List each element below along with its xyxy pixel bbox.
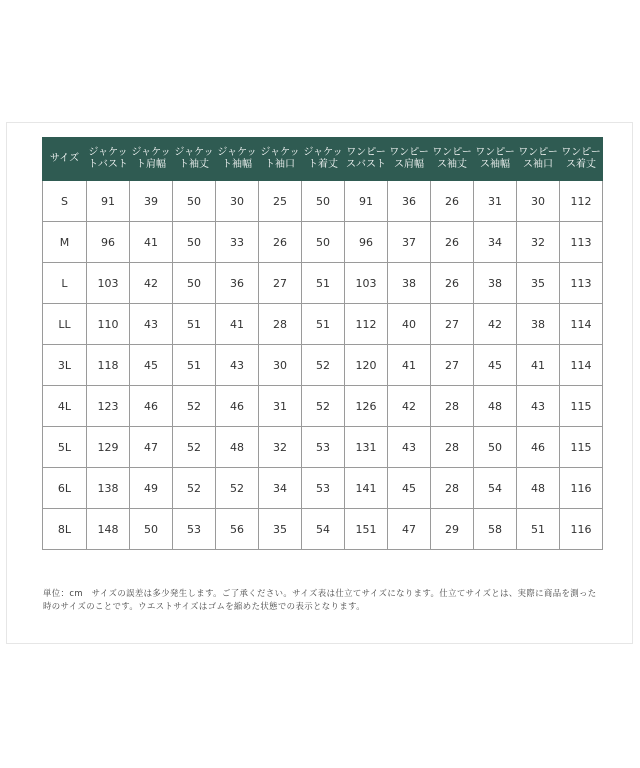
measurement-cell: 30 [517,181,560,222]
table-row [43,509,603,550]
measurement-cell: 35 [517,263,560,304]
header-cell: ワンピー ス着丈 [560,138,603,181]
measurement-cell: 31 [474,181,517,222]
measurement-cell: 47 [388,509,431,550]
header-size: サイズ [43,138,87,181]
size-label-cell: 3L [43,345,87,386]
measurement-cell: 54 [474,468,517,509]
table-row [43,386,603,427]
measurement-cell: 50 [130,509,173,550]
measurement-cell: 30 [216,181,259,222]
measurement-cell: 51 [302,263,345,304]
measurement-cell: 28 [431,468,474,509]
measurement-cell: 126 [345,386,388,427]
measurement-cell: 48 [517,468,560,509]
measurement-cell: 41 [517,345,560,386]
measurement-cell: 50 [474,427,517,468]
measurement-cell: 110 [87,304,130,345]
table-row [43,263,603,304]
header-cell: ジャケッ ト袖丈 [173,138,216,181]
measurement-cell: 151 [345,509,388,550]
measurement-cell: 28 [431,386,474,427]
measurement-cell: 115 [560,427,603,468]
header-cell: ジャケッ ト肩幅 [130,138,173,181]
measurement-cell: 114 [560,304,603,345]
measurement-cell: 38 [517,304,560,345]
measurement-cell: 141 [345,468,388,509]
measurement-cell: 31 [259,386,302,427]
measurement-cell: 53 [173,509,216,550]
measurement-cell: 27 [431,345,474,386]
measurement-cell: 35 [259,509,302,550]
measurement-cell: 51 [173,304,216,345]
measurement-cell: 131 [345,427,388,468]
measurement-cell: 48 [474,386,517,427]
measurement-cell: 45 [130,345,173,386]
measurement-cell: 29 [431,509,474,550]
measurement-cell: 51 [173,345,216,386]
measurement-cell: 25 [259,181,302,222]
measurement-cell: 43 [517,386,560,427]
measurement-cell: 47 [130,427,173,468]
measurement-cell: 138 [87,468,130,509]
measurement-cell: 26 [431,181,474,222]
measurement-cell: 28 [431,427,474,468]
measurement-cell: 129 [87,427,130,468]
measurement-cell: 91 [87,181,130,222]
measurement-cell: 39 [130,181,173,222]
measurement-cell: 52 [173,468,216,509]
size-note: 単位：cm サイズの誤差は多少発生します。ご了承ください。サイズ表は仕立てサイズになります。仕立てサイズとは、実際に商品を測った時のサイズのことです。ウエストサイズはゴムを縮めた状態での表示となります。 [43,588,597,611]
measurement-cell: 45 [474,345,517,386]
measurement-cell: 36 [388,181,431,222]
measurement-cell: 43 [216,345,259,386]
measurement-cell: 50 [173,222,216,263]
measurement-cell: 38 [388,263,431,304]
measurement-cell: 53 [302,468,345,509]
table-row [43,468,603,509]
measurement-cell: 49 [130,468,173,509]
header-cell: ジャケッ ト袖口 [259,138,302,181]
header-cell: ワンピー ス袖幅 [474,138,517,181]
size-label-cell: S [43,181,87,222]
measurement-cell: 50 [173,263,216,304]
measurement-cell: 46 [216,386,259,427]
measurement-cell: 50 [173,181,216,222]
measurement-cell: 51 [517,509,560,550]
header-cell: ワンピー ス袖口 [517,138,560,181]
measurement-cell: 120 [345,345,388,386]
measurement-cell: 58 [474,509,517,550]
measurement-cell: 54 [302,509,345,550]
measurement-cell: 34 [474,222,517,263]
measurement-cell: 28 [259,304,302,345]
measurement-cell: 45 [388,468,431,509]
measurement-cell: 27 [259,263,302,304]
measurement-cell: 38 [474,263,517,304]
measurement-cell: 33 [216,222,259,263]
table-row [43,222,603,263]
measurement-cell: 48 [216,427,259,468]
measurement-cell: 123 [87,386,130,427]
measurement-cell: 42 [474,304,517,345]
measurement-cell: 114 [560,345,603,386]
size-chart-body [43,181,603,550]
size-chart-table [42,137,603,550]
measurement-cell: 30 [259,345,302,386]
measurement-cell: 50 [302,222,345,263]
table-row [43,345,603,386]
header-cell: ジャケッ トバスト [87,138,130,181]
measurement-cell: 53 [302,427,345,468]
header-cell: ワンピー ス肩幅 [388,138,431,181]
measurement-cell: 116 [560,468,603,509]
measurement-cell: 37 [388,222,431,263]
header-cell: ジャケッ ト着丈 [302,138,345,181]
size-chart-header [43,138,603,181]
size-label-cell: M [43,222,87,263]
size-label-cell: LL [43,304,87,345]
measurement-cell: 26 [431,263,474,304]
measurement-cell: 96 [345,222,388,263]
table-row [43,181,603,222]
header-row [43,138,603,181]
measurement-cell: 26 [431,222,474,263]
measurement-cell: 148 [87,509,130,550]
measurement-cell: 52 [173,427,216,468]
measurement-cell: 113 [560,263,603,304]
header-cell: ワンピー ス袖丈 [431,138,474,181]
table-row [43,427,603,468]
header-cell: ワンピー スバスト [345,138,388,181]
header-cell: ジャケッ ト袖幅 [216,138,259,181]
size-label-cell: 6L [43,468,87,509]
size-label-cell: 4L [43,386,87,427]
size-label-cell: 8L [43,509,87,550]
measurement-cell: 42 [388,386,431,427]
measurement-cell: 42 [130,263,173,304]
measurement-cell: 118 [87,345,130,386]
measurement-cell: 32 [517,222,560,263]
measurement-cell: 56 [216,509,259,550]
measurement-cell: 36 [216,263,259,304]
measurement-cell: 46 [130,386,173,427]
measurement-cell: 103 [345,263,388,304]
measurement-cell: 52 [302,345,345,386]
measurement-cell: 91 [345,181,388,222]
measurement-cell: 50 [302,181,345,222]
measurement-cell: 41 [388,345,431,386]
measurement-cell: 34 [259,468,302,509]
measurement-cell: 41 [216,304,259,345]
measurement-cell: 113 [560,222,603,263]
measurement-cell: 27 [431,304,474,345]
measurement-cell: 32 [259,427,302,468]
measurement-cell: 52 [302,386,345,427]
measurement-cell: 112 [345,304,388,345]
measurement-cell: 116 [560,509,603,550]
measurement-cell: 112 [560,181,603,222]
measurement-cell: 51 [302,304,345,345]
measurement-cell: 46 [517,427,560,468]
measurement-cell: 41 [130,222,173,263]
measurement-cell: 103 [87,263,130,304]
measurement-cell: 52 [216,468,259,509]
measurement-cell: 52 [173,386,216,427]
size-label-cell: 5L [43,427,87,468]
table-row [43,304,603,345]
measurement-cell: 115 [560,386,603,427]
measurement-cell: 43 [130,304,173,345]
measurement-cell: 43 [388,427,431,468]
measurement-cell: 26 [259,222,302,263]
measurement-cell: 40 [388,304,431,345]
size-label-cell: L [43,263,87,304]
measurement-cell: 96 [87,222,130,263]
